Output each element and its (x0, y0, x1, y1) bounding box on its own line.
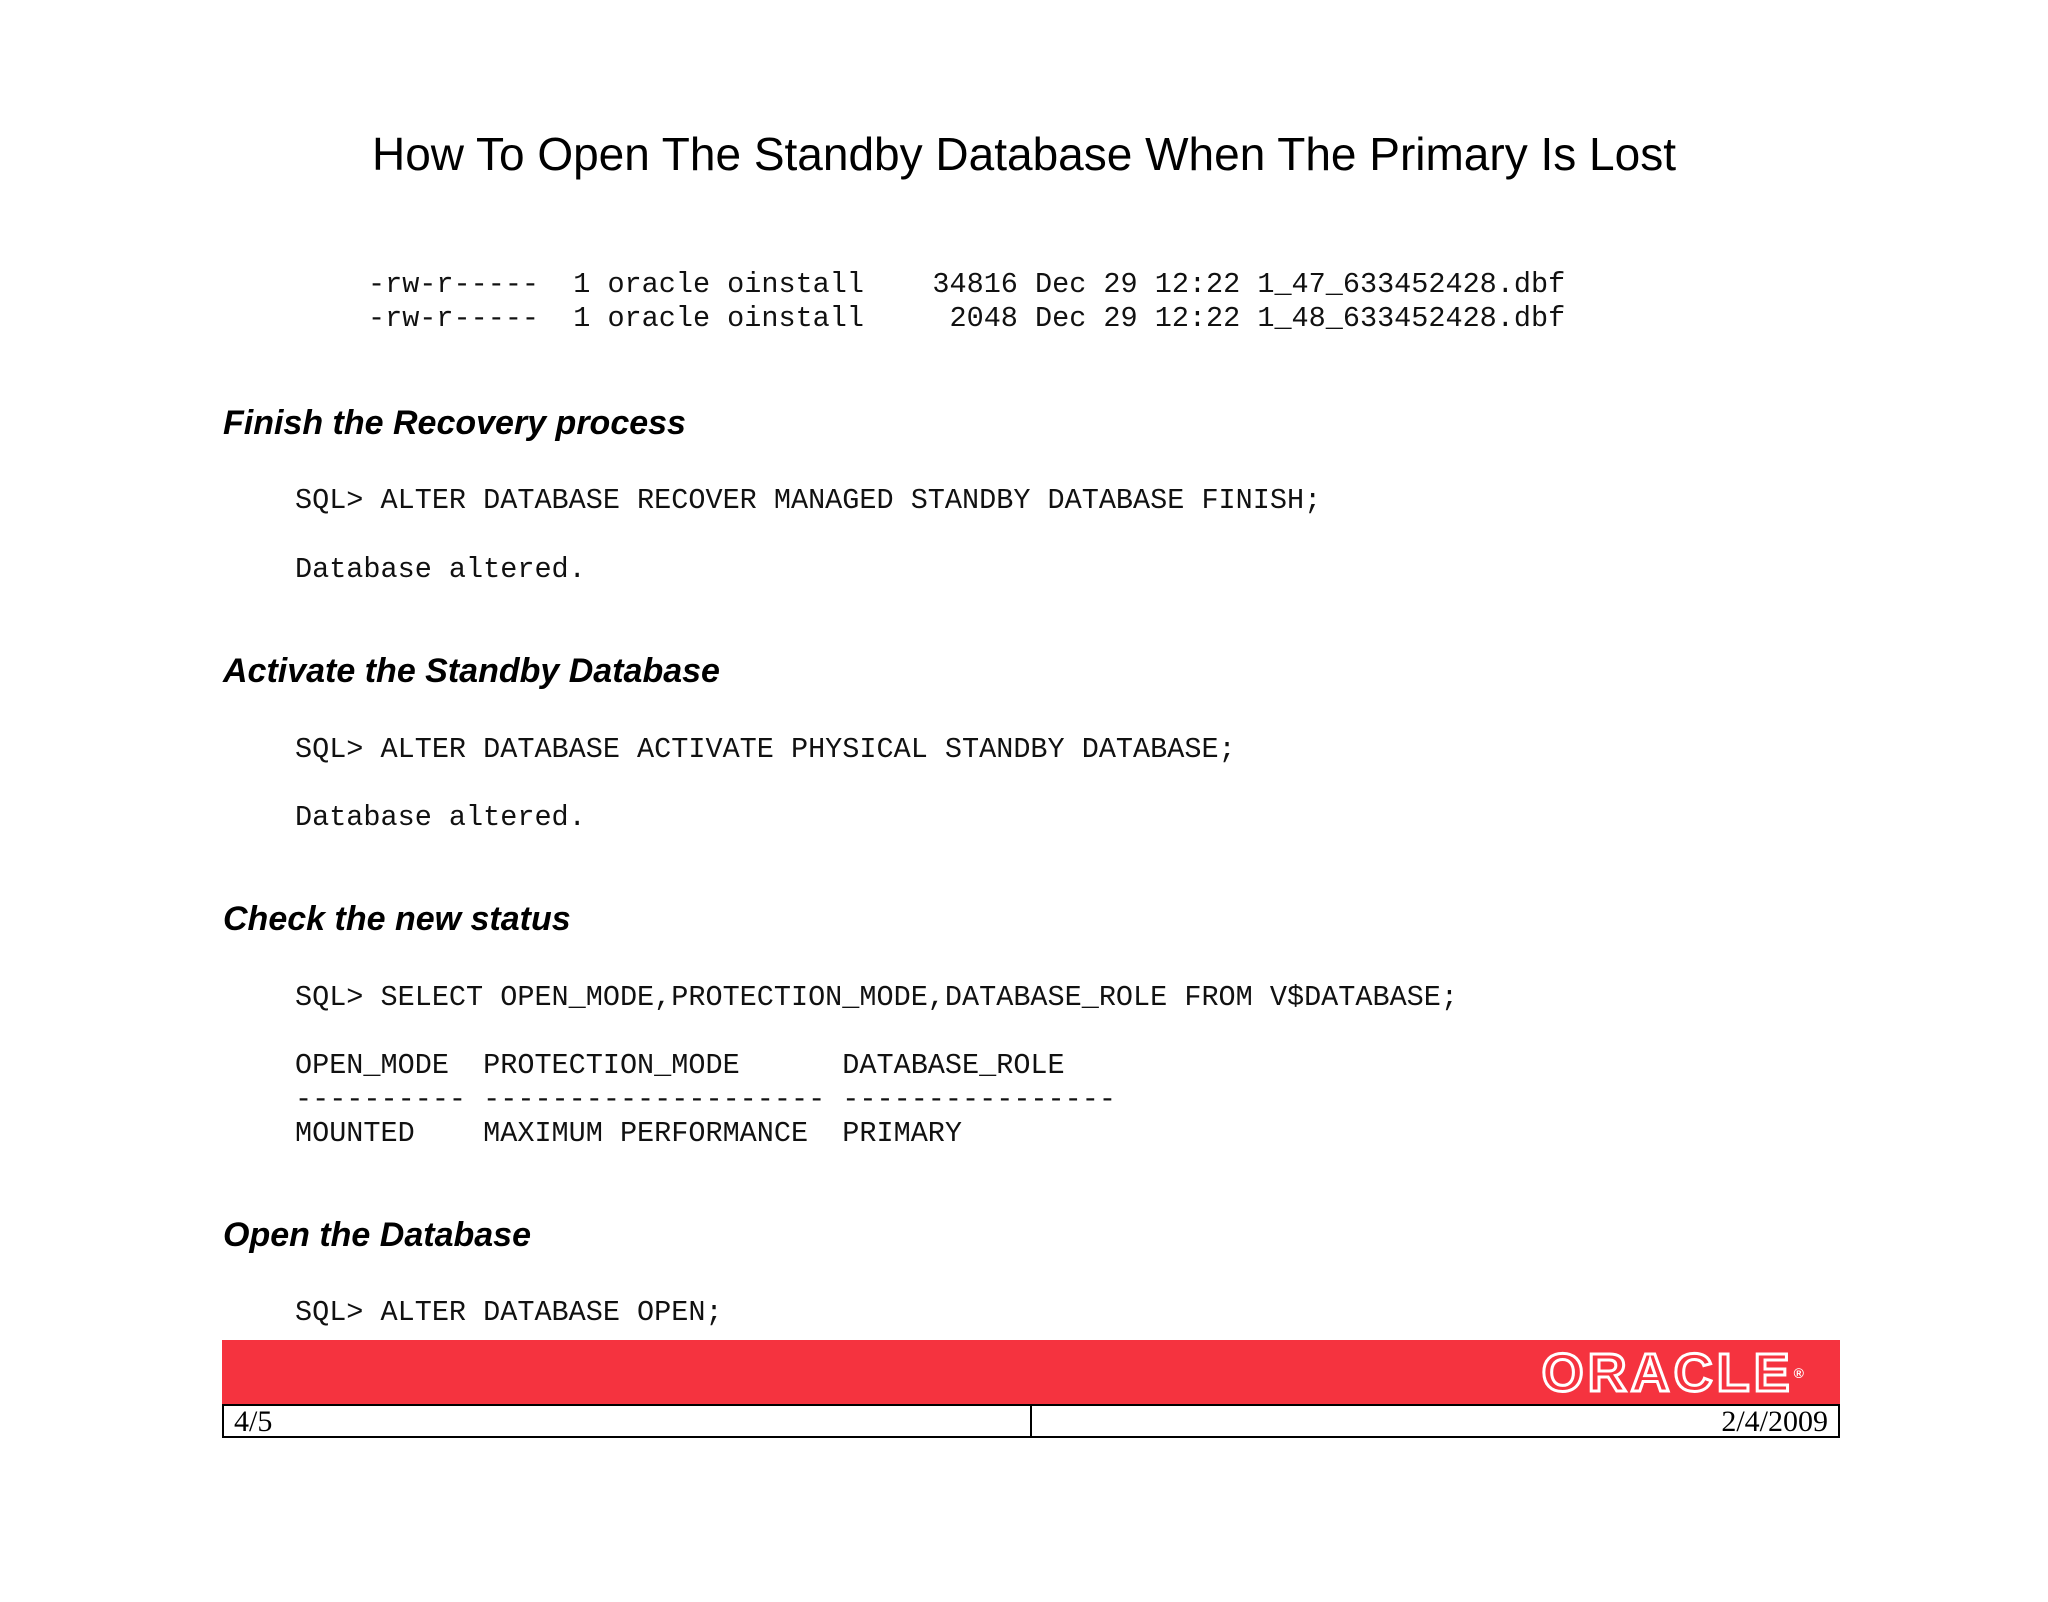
sql-command-finish-recovery: SQL> ALTER DATABASE RECOVER MANAGED STANDBY DATABASE FINISH; (295, 484, 1322, 517)
footer-brand-bar (222, 1340, 1840, 1404)
section-heading-finish-recovery: Finish the Recovery process (223, 404, 686, 442)
footer-table (222, 1404, 1840, 1438)
registered-mark: ® (1793, 1365, 1804, 1381)
sql-command-check-status: SQL> SELECT OPEN_MODE,PROTECTION_MODE,DATABASE_ROLE FROM V$DATABASE; (295, 981, 1458, 1014)
section-heading-activate-standby: Activate the Standby Database (223, 652, 720, 690)
sql-result-finish-recovery: Database altered. (295, 553, 586, 586)
page-title: How To Open The Standby Database When The Primary Is Lost (371, 128, 1676, 180)
footer-date: 2/4/2009 (1721, 1405, 1828, 1438)
page-number: 4/5 (224, 1406, 1032, 1436)
query-result-row: MOUNTED MAXIMUM PERFORMANCE PRIMARY (295, 1117, 963, 1150)
file-listing-line: -rw-r----- 1 oracle oinstall 34816 Dec 29 12:22 1_47_633452428.dbf (368, 268, 1566, 301)
file-listing-line: -rw-r----- 1 oracle oinstall 2048 Dec 29 12:22 1_48_633452428.dbf (368, 302, 1566, 335)
oracle-logo (1541, 1343, 1804, 1403)
section-heading-open-database: Open the Database (223, 1216, 531, 1254)
section-heading-check-status: Check the new status (223, 900, 571, 938)
query-result-header: OPEN_MODE PROTECTION_MODE DATABASE_ROLE (295, 1049, 1065, 1082)
sql-command-open-database: SQL> ALTER DATABASE OPEN; (295, 1296, 723, 1329)
query-result-separator: ---------- -------------------- ---------------- (295, 1083, 1116, 1116)
oracle-logo-text: ORACLE (1541, 1343, 1794, 1403)
sql-command-activate-standby: SQL> ALTER DATABASE ACTIVATE PHYSICAL STANDBY DATABASE; (295, 733, 1236, 766)
sql-result-activate-standby: Database altered. (295, 801, 586, 834)
